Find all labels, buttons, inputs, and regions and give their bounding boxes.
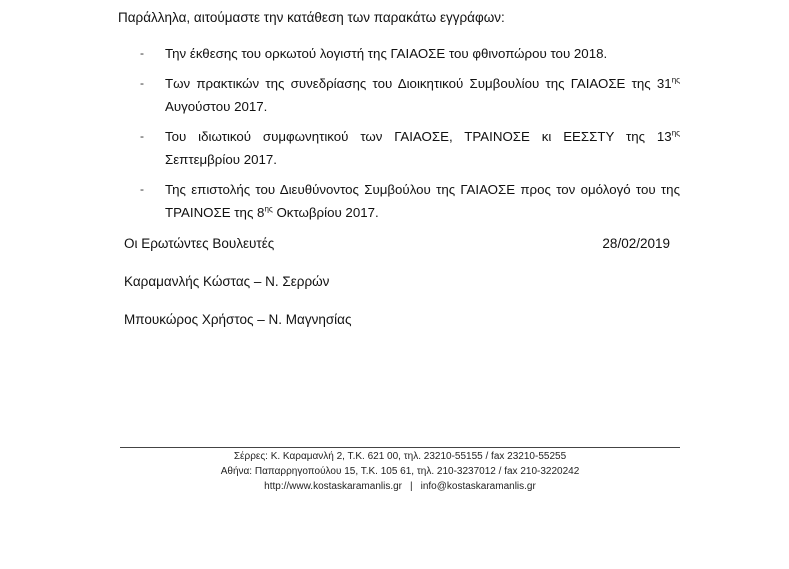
list-item: [140, 178, 680, 225]
requested-documents-list: [140, 42, 680, 231]
list-item-text-part: Αυγούστου 2017.: [165, 99, 268, 114]
ordinal-suffix: ης: [671, 75, 680, 85]
list-dash-marker: -: [140, 75, 144, 90]
list-item-text-part: Της επιστολής του Διευθύνοντος Συμβούλου της ΓΑΙΑΟΣΕ προς τον ομόλογό του της ΤΡΑΙΝΟΣΕ της 8: [165, 181, 680, 220]
list-item-text-part: Των πρακτικών της συνεδρίασης του Διοικητικού Συμβουλίου της ΓΑΙΑΟΣΕ της 31: [165, 75, 672, 91]
signer-name: Μπουκώρος Χρήστος – Ν. Μαγνησίας: [124, 312, 352, 327]
list-item-text: [165, 178, 680, 225]
website-link[interactable]: http://www.kostaskaramanlis.gr: [264, 481, 402, 492]
list-item: [140, 72, 680, 119]
signer-name: Καραμανλής Κώστας – Ν. Σερρών: [124, 274, 330, 289]
list-item-text-part: Του ιδιωτικού συμφωνητικού των ΓΑΙΑΟΣΕ, ΤΡΑΙΝΟΣΕ κι ΕΕΣΣΤΥ της 13: [165, 128, 672, 144]
footer-web-row: [120, 479, 680, 494]
footer-athens-address: Αθήνα: Παπαρρηγοπούλου 15, Τ.Κ. 105 61, τηλ. 210-3237012 / fax 210-3220242: [220, 466, 580, 477]
list-item: [140, 42, 680, 66]
list-dash-marker: -: [140, 46, 144, 60]
email-link[interactable]: info@kostaskaramanlis.gr: [420, 481, 536, 492]
list-dash-marker: -: [140, 128, 144, 143]
list-item-text-part: Οκτωβρίου 2017.: [272, 205, 379, 220]
list-item-text: [165, 125, 680, 172]
ordinal-suffix: ης: [264, 204, 273, 214]
list-item-text: [165, 72, 680, 119]
ordinal-suffix: ης: [671, 128, 680, 138]
footer-separator: |: [410, 481, 413, 492]
list-item-text-part: Σεπτεμβρίου 2017.: [165, 152, 277, 167]
footer-divider: [120, 447, 680, 448]
document-date: 28/02/2019: [602, 236, 670, 251]
list-item-text: Την έκθεσης του ορκωτού λογιστή της ΓΑΙΑΟΣΕ του φθινοπώρου του 2018.: [165, 46, 608, 61]
footer-contact-block: [120, 449, 680, 494]
list-item: [140, 125, 680, 172]
intro-paragraph: Παράλληλα, αιτούμαστε την κατάθεση των παρακάτω εγγράφων:: [118, 10, 505, 25]
list-dash-marker: -: [140, 181, 144, 196]
signatories-heading: Οι Ερωτώντες Βουλευτές: [124, 236, 275, 251]
footer-serres-address: Σέρρες: Κ. Καραμανλή 2, Τ.Κ. 621 00, τηλ. 23210-55155 / fax 23210-55255: [233, 451, 567, 462]
signature-header-row: [124, 234, 670, 254]
